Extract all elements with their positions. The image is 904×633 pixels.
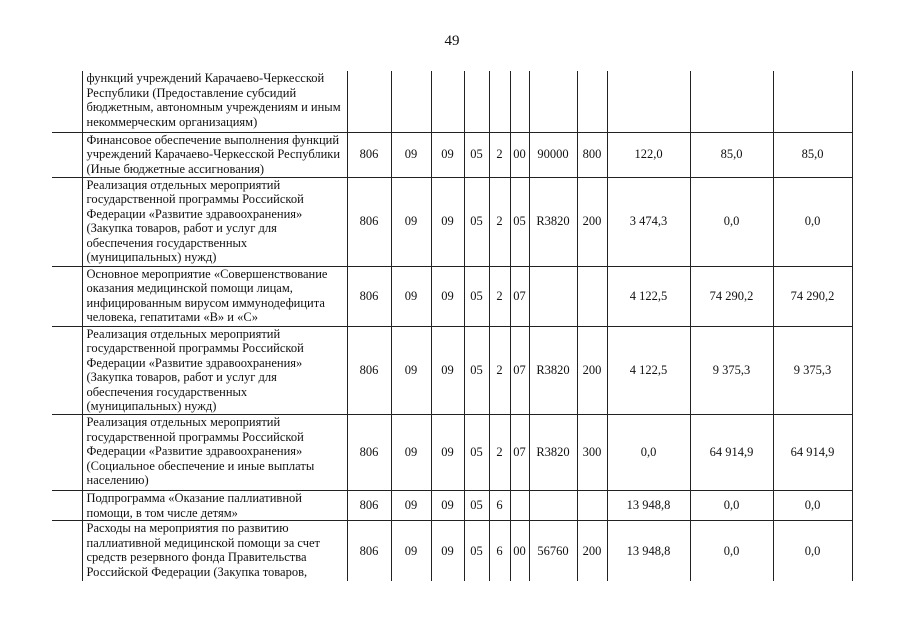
subprogram-code-cell: 6 xyxy=(489,521,510,581)
grbs-cell: 806 xyxy=(347,491,391,521)
grbs-cell: 806 xyxy=(347,266,391,326)
amount-year1-cell: 13 948,8 xyxy=(607,491,690,521)
program-code-cell xyxy=(464,71,489,132)
amount-year2-cell: 9 375,3 xyxy=(690,326,773,415)
expense-type-cell: 200 xyxy=(577,521,607,581)
row-index-cell xyxy=(52,132,82,177)
amount-year1-cell: 0,0 xyxy=(607,415,690,491)
section-cell: 09 xyxy=(391,326,431,415)
subprogram-code-cell: 6 xyxy=(489,491,510,521)
row-index-cell xyxy=(52,491,82,521)
row-name-cell: Реализация отдельных мероприятий государственной программы Российской Федерации «Развитие здравоохранения» (Социальное обеспечение и иные выплаты населению) xyxy=(82,415,347,491)
amount-year1-cell: 4 122,5 xyxy=(607,326,690,415)
table-row xyxy=(52,415,852,491)
direction-code-cell xyxy=(529,491,577,521)
amount-year1-cell: 13 948,8 xyxy=(607,521,690,581)
amount-year3-cell xyxy=(773,71,852,132)
section-cell: 09 xyxy=(391,491,431,521)
section-cell: 09 xyxy=(391,266,431,326)
amount-year2-cell: 0,0 xyxy=(690,177,773,266)
expense-type-cell xyxy=(577,71,607,132)
program-code-cell: 05 xyxy=(464,491,489,521)
subsection-cell: 09 xyxy=(431,177,464,266)
grbs-cell: 806 xyxy=(347,415,391,491)
program-code-cell: 05 xyxy=(464,326,489,415)
section-cell xyxy=(391,71,431,132)
expense-type-cell: 300 xyxy=(577,415,607,491)
event-code-cell: 07 xyxy=(510,326,529,415)
amount-year2-cell: 0,0 xyxy=(690,491,773,521)
table-row xyxy=(52,266,852,326)
subprogram-code-cell: 2 xyxy=(489,415,510,491)
expense-type-cell: 200 xyxy=(577,326,607,415)
row-name-cell: Финансовое обеспечение выполнения функций учреждений Карачаево-Черкесской Республики (Иные бюджетные ассигнования) xyxy=(82,132,347,177)
event-code-cell: 07 xyxy=(510,266,529,326)
expense-type-cell: 800 xyxy=(577,132,607,177)
program-code-cell: 05 xyxy=(464,177,489,266)
amount-year1-cell: 3 474,3 xyxy=(607,177,690,266)
amount-year2-cell: 0,0 xyxy=(690,521,773,581)
subprogram-code-cell: 2 xyxy=(489,132,510,177)
expense-type-cell: 200 xyxy=(577,177,607,266)
row-name-cell: Подпрограмма «Оказание паллиативной помощи, в том числе детям» xyxy=(82,491,347,521)
program-code-cell: 05 xyxy=(464,521,489,581)
subprogram-code-cell: 2 xyxy=(489,266,510,326)
direction-code-cell xyxy=(529,71,577,132)
amount-year2-cell xyxy=(690,71,773,132)
row-index-cell xyxy=(52,266,82,326)
subsection-cell: 09 xyxy=(431,521,464,581)
expense-type-cell xyxy=(577,491,607,521)
section-cell: 09 xyxy=(391,415,431,491)
subsection-cell: 09 xyxy=(431,132,464,177)
event-code-cell xyxy=(510,71,529,132)
page-number: 49 xyxy=(444,33,460,49)
subsection-cell: 09 xyxy=(431,491,464,521)
subsection-cell: 09 xyxy=(431,266,464,326)
grbs-cell: 806 xyxy=(347,326,391,415)
row-name-cell: функций учреждений Карачаево-Черкесской Республики (Предоставление субсидий бюджетным, автономным учреждениям и иным некоммерческим организациям) xyxy=(82,71,347,132)
row-name-cell: Реализация отдельных мероприятий государственной программы Российской Федерации «Развитие здравоохранения» (Закупка товаров, работ и услуг для обеспечения государственных (муниципальных) нужд) xyxy=(82,177,347,266)
row-index-cell xyxy=(52,326,82,415)
direction-code-cell xyxy=(529,266,577,326)
direction-code-cell: R3820 xyxy=(529,415,577,491)
row-name-cell: Реализация отдельных мероприятий государственной программы Российской Федерации «Развитие здравоохранения» (Закупка товаров, работ и услуг для обеспечения государственных (муниципальных) нужд) xyxy=(82,326,347,415)
amount-year1-cell: 4 122,5 xyxy=(607,266,690,326)
amount-year2-cell: 85,0 xyxy=(690,132,773,177)
grbs-cell xyxy=(347,71,391,132)
row-index-cell xyxy=(52,521,82,581)
program-code-cell: 05 xyxy=(464,415,489,491)
amount-year3-cell: 0,0 xyxy=(773,177,852,266)
row-name-cell: Расходы на мероприятия по развитию паллиативной медицинской помощи за счет средств резервного фонда Правительства Российской Федерации (Закупка товаров, xyxy=(82,521,347,581)
program-code-cell: 05 xyxy=(464,266,489,326)
amount-year3-cell: 64 914,9 xyxy=(773,415,852,491)
grbs-cell: 806 xyxy=(347,177,391,266)
direction-code-cell: 90000 xyxy=(529,132,577,177)
row-index-cell xyxy=(52,71,82,132)
subsection-cell xyxy=(431,71,464,132)
grbs-cell: 806 xyxy=(347,132,391,177)
amount-year2-cell: 74 290,2 xyxy=(690,266,773,326)
amount-year3-cell: 0,0 xyxy=(773,491,852,521)
table-row xyxy=(52,521,852,581)
amount-year1-cell xyxy=(607,71,690,132)
table-row xyxy=(52,491,852,521)
amount-year3-cell: 0,0 xyxy=(773,521,852,581)
event-code-cell xyxy=(510,491,529,521)
subprogram-code-cell: 2 xyxy=(489,326,510,415)
amount-year1-cell: 122,0 xyxy=(607,132,690,177)
subprogram-code-cell: 2 xyxy=(489,177,510,266)
subsection-cell: 09 xyxy=(431,326,464,415)
direction-code-cell: R3820 xyxy=(529,177,577,266)
row-index-cell xyxy=(52,415,82,491)
program-code-cell: 05 xyxy=(464,132,489,177)
table-row xyxy=(52,326,852,415)
grbs-cell: 806 xyxy=(347,521,391,581)
event-code-cell: 07 xyxy=(510,415,529,491)
row-index-cell xyxy=(52,177,82,266)
budget-table xyxy=(52,71,853,581)
event-code-cell: 00 xyxy=(510,132,529,177)
table-row xyxy=(52,177,852,266)
table-row xyxy=(52,71,852,132)
section-cell: 09 xyxy=(391,177,431,266)
subsection-cell: 09 xyxy=(431,415,464,491)
amount-year2-cell: 64 914,9 xyxy=(690,415,773,491)
table-row xyxy=(52,132,852,177)
direction-code-cell: R3820 xyxy=(529,326,577,415)
amount-year3-cell: 74 290,2 xyxy=(773,266,852,326)
expense-type-cell xyxy=(577,266,607,326)
direction-code-cell: 56760 xyxy=(529,521,577,581)
subprogram-code-cell xyxy=(489,71,510,132)
amount-year3-cell: 85,0 xyxy=(773,132,852,177)
row-name-cell: Основное мероприятие «Совершенствование оказания медицинской помощи лицам, инфицированным вирусом иммунодефицита человека, гепатитами «В» и «С» xyxy=(82,266,347,326)
event-code-cell: 00 xyxy=(510,521,529,581)
section-cell: 09 xyxy=(391,132,431,177)
section-cell: 09 xyxy=(391,521,431,581)
event-code-cell: 05 xyxy=(510,177,529,266)
amount-year3-cell: 9 375,3 xyxy=(773,326,852,415)
